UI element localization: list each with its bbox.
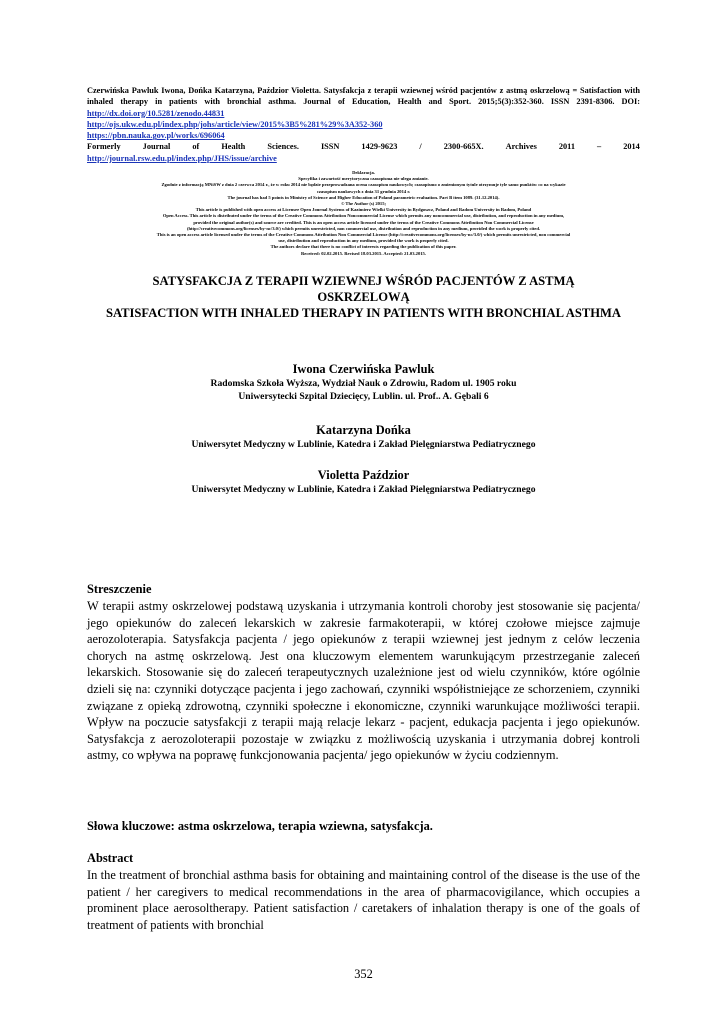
citation-text: Czerwińska Pawluk Iwona, Dońka Katarzyna, Paździor Violetta. Satysfakcja z terapii wziewnej wśród pacjentów z astmą oskrzelową = Satisfaction with inhaled therapy in patients with bronchial asthma. Journal of Education, Health and Sport. 2015;5(3):352-360. ISSN 2391-8306. DOI:	[87, 86, 640, 107]
abstract-heading: Abstract	[87, 851, 134, 865]
ojs-link[interactable]: http://ojs.ukw.edu.pl/index.php/johs/article/view/2015%3B5%281%29%3A352-360	[87, 119, 383, 129]
declaration-block	[87, 170, 640, 257]
author-name: Violetta Paździor	[317, 468, 410, 482]
page-number: 352	[354, 967, 373, 981]
declaration-line: Open Access. This article is distributed under the terms of the Creative Commons Attribution Noncommercial License which permits any noncommercial use, distribution, and reproduction in any medium,	[162, 213, 565, 219]
author-block	[87, 467, 640, 496]
formerly-word: /	[419, 142, 422, 152]
author-affiliation: Uniwersytet Medyczny w Lublinie, Katedra i Zakład Pielęgniarstwa Pediatrycznego	[191, 439, 536, 450]
declaration-line: Specyfika i zawartość merytoryczna czasopisma nie ulega zmianie.	[298, 176, 429, 182]
formerly-word: ISSN	[320, 142, 340, 152]
title-polish: SATYSFAKCJA Z TERAPII WZIEWNEJ WŚRÓD PACJENTÓW Z ASTMĄ OSKRZELOWĄ	[152, 274, 575, 304]
declaration-line: The authors declare that there is no conflict of interests regarding the publication of this paper.	[270, 244, 457, 250]
author-affiliation: Uniwersytecki Szpital Dziecięcy, Lublin. ul. Prof.. A. Gębali 6	[238, 391, 489, 402]
formerly-word: Journal	[142, 142, 171, 152]
formerly-word: 2014	[623, 142, 640, 152]
abstract-text: In the treatment of bronchial asthma basis for obtaining and maintaining control of the disease is the use of the patient / her caregivers to medical recommendations in the area of pharmacovigilance, which occupies a prominent place aerosoltherapy. Patient satisfaction / caretakers of inhalation therapy is one of the goals of treatment of patients with bronchial	[87, 868, 640, 932]
citation-block	[87, 85, 640, 164]
formerly-word: 2300-665X.	[443, 142, 484, 152]
formerly-word: Health	[221, 142, 246, 152]
declaration-line: Received: 02.02.2015. Revised 18.03.2015. Accepted: 21.03.2015.	[300, 250, 427, 256]
declaration-line: Deklaracja.	[352, 170, 375, 175]
declaration-line: © The Author (s) 2015;	[340, 201, 387, 207]
author-name: Iwona Czerwińska Pawluk	[292, 362, 435, 376]
declaration-line: This is an open access article licensed under the terms of the Creative Commons Attribution Non Commercial License (http://creativecommons.org/licenses/by-nc/3.0/) which permits unrestricted, non commercial	[156, 232, 571, 238]
author-block	[87, 422, 640, 451]
declaration-line: provided the original author(s) and source are credited. This is an open access article licensed under the terms of the Creative Commons Attribution Non Commercial License	[193, 219, 534, 225]
author-name: Katarzyna Dońka	[316, 423, 411, 437]
author-affiliation: Radomska Szkoła Wyższa, Wydział Nauk o Zdrowiu, Radom ul. 1905 roku	[210, 378, 517, 389]
formerly-word: Archives	[505, 142, 537, 152]
declaration-line: (http://creativecommons.org/licenses/by-nc/3.0/) which permits unrestricted, non commercial use, distribution and reproduction in any medium, provided the work is properly cited.	[186, 225, 541, 231]
keywords: Słowa kluczowe: astma oskrzelowa, terapia wziewna, satysfakcja.	[87, 819, 433, 833]
formerly-word: –	[597, 142, 602, 152]
declaration-line: Zgodnie z informacją MNiSW z dnia 2 czerwca 2014 r., że w roku 2014 nie będzie przeprowadzana ocena czasopism naukowych; czasopismo o zmienionym tytule otrzymuje tyle samo punktów co na wykazie	[161, 182, 566, 188]
formerly-word: Formerly	[87, 142, 121, 152]
title-english: SATISFACTION WITH INHALED THERAPY IN PATIENTS WITH BRONCHIAL ASTHMA	[105, 306, 622, 320]
pbn-link[interactable]: https://pbn.nauka.gov.pl/works/696064	[87, 131, 225, 141]
declaration-line: This article is published with open access at Licensee Open Journal Systems of Kazimierz Wielki University in Bydgoszcz, Poland and Radom University in Radom, Poland	[195, 207, 532, 213]
doi-link[interactable]: http://dx.doi.org/10.5281/zenodo.44831	[87, 108, 225, 118]
declaration-line: czasopism naukowych z dnia 31 grudnia 2014 r.	[316, 188, 411, 194]
author-block	[87, 361, 640, 403]
declaration-line: use, distribution and reproduction in any medium, provided the work is properly cited.	[278, 238, 449, 244]
formerly-word: Sciences.	[267, 142, 299, 152]
article-title	[87, 273, 640, 321]
formerly-word: 2011	[558, 142, 576, 152]
formerly-row	[87, 141, 640, 152]
declaration-line: The journal has had 5 points in Ministry of Science and Higher Education of Poland parametric evaluation. Part B item 1089. (31.12.2014).	[227, 194, 500, 200]
formerly-word: 1429-9623	[361, 142, 398, 152]
formerly-word: of	[192, 142, 200, 152]
streszczenie-text: W terapii astmy oskrzelowej podstawą uzyskania i utrzymania kontroli choroby jest stosowanie się pacjenta/ jego opiekunów do zaleceń lekarskich w zakresie farmakoterapii, w której czołowe miejsce zajmuje aerozoloterapia. Satysfakcja pacjenta / jego opiekunów z terapii wziewnej jest jednym z celów leczenia chorych na astmę oskrzelową. Jest ona kluczowym elementem warunkującym przestrzeganie zaleceń lekarskich. Stosowanie się do zaleceń terapeutycznych uzależnione jest od wielu czynników, które ogólnie dzieli się na: czynniki dotyczące pacjenta i jego zachowań, czynniki współistniejące ze schorzeniem, czynniki związane z opieką zdrowotną, czynniki społeczne i ekonomiczne, czynniki warunkujące możliwości terapii. Wpływ na poczucie satysfakcji z terapii mają relacje lekarz - pacjent, edukacja pacjenta i jego opiekunów. Satysfakcja z aerozoloterapii pozostaje w związku z możliwością uzyskania i utrzymania dobrej kontroli astmy, co wpływa na poprawę funkcjonowania pacjenta/ jego opiekunów w życiu codziennym.	[87, 599, 640, 763]
archive-link[interactable]: http://journal.rsw.edu.pl/index.php/JHS/issue/archive	[87, 153, 277, 163]
streszczenie-heading: Streszczenie	[87, 582, 152, 596]
author-affiliation: Uniwersytet Medyczny w Lublinie, Katedra i Zakład Pielęgniarstwa Pediatrycznego	[191, 484, 536, 495]
